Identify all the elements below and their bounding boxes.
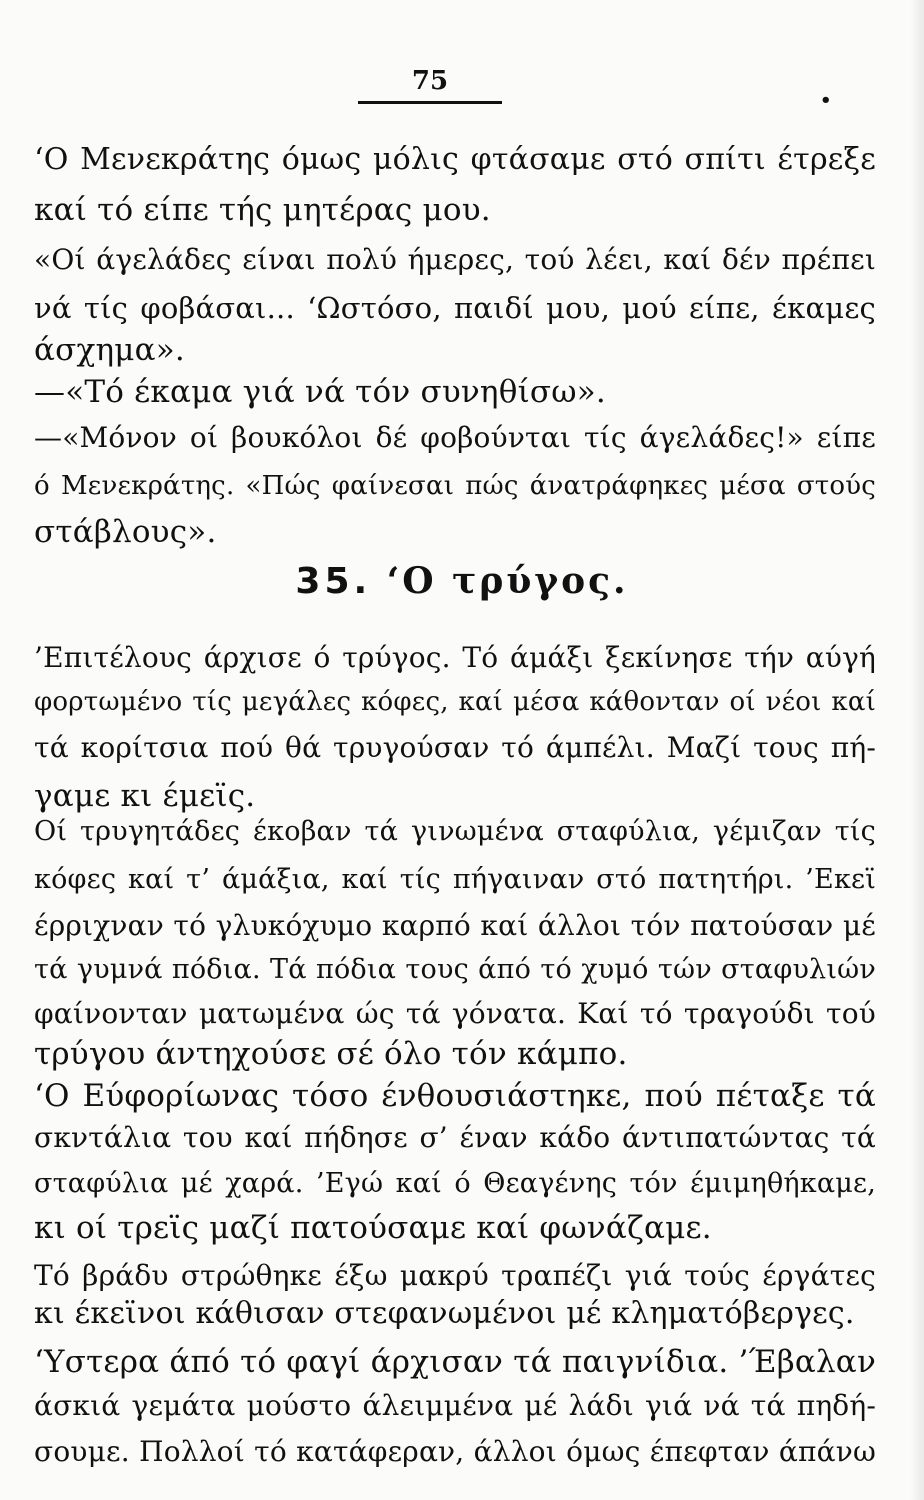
text-line: φαίνονταν ματωμένα ώς τά γόνατα. Καί τό τραγούδι τού [34,997,876,1030]
text-line: ’Επιτέλους άρχισε ό τρύγος. Τό άμάξι ξεκίνησε τήν αύγή [34,641,876,674]
chapter-heading [0,560,924,602]
text-line: κόφες καί τ’ άμάξια, καί τίς πήγαιναν στό πατητήρι. ’Εκεϊ [34,864,876,895]
text-line: Τό βράδυ στρώθηκε έξω μακρύ τραπέζι γιά τούς έργάτες [34,1259,876,1292]
text-line: άσκιά γεμάτα μούστο άλειμμένα μέ λάδι γιά νά τά πηδή- [34,1389,876,1422]
text-line: νά τίς φοβάσαι... ‘Ωστόσο, παιδί μου, μού είπε, έκαμες [34,291,876,325]
chapter-title: ‘Ο τρύγος. [386,560,629,602]
text-line: ‘Ο Μενεκράτης όμως μόλις φτάσαμε στό σπίτι έτρεξε [34,142,876,177]
text-line: έρριχναν τό γλυκόχυμο καρπό καί άλλοι τόν πατούσαν μέ [34,909,876,942]
text-line: ‘Υστερα άπό τό φαγί άρχισαν τά παιγνίδια. ’Έβαλαν [34,1344,876,1380]
text-line: —«Τό έκαμα γιά νά τόν συνηθίσω». [34,374,606,410]
text-line: Οί τρυγητάδες έκοβαν τά γινωμένα σταφύλια, γέμιζαν τίς [34,816,876,847]
text-line: άσχημα». [34,332,185,368]
text-line: κι οί τρεϊς μαζί πατούσαμε καί φωνάζαμε. [34,1210,712,1246]
text-line: σκντάλια του καί πήδησε σ’ έναν κάδο άντιπατώντας τά [34,1121,876,1154]
text-line: ό Μενεκράτης. «Πώς φαίνεσαι πώς άνατράφηκες μέσα στούς [34,471,876,501]
page-edge-shadow [910,0,924,1500]
page-number: 75 [411,66,449,96]
text-line: ‘Ο Εύφορίωνας τόσο ένθουσιάστηκε, πού πέταξε τά [34,1078,876,1114]
text-line: στάβλους». [34,514,217,550]
chapter-number: 35. [295,561,372,602]
text-line: γαμε κι έμεϊς. [34,778,256,814]
text-line: κι έκεϊνοι κάθισαν στεφανωμένοι μέ κληματόβεργες. [34,1296,855,1331]
text-line: «Οί άγελάδες είναι πολύ ήμερες, τού λέει, καί δέν πρέπει [34,243,876,276]
text-line: σταφύλια μέ χαρά. ’Εγώ καί ό Θεαγένης τόν έμιμηθήκαμε, [34,1168,876,1199]
header-rule [358,101,502,104]
header-mark: • [820,90,832,111]
text-line: σουμε. Πολλοί τό κατάφεραν, άλλοι όμως έπεφταν άπάνω [34,1435,876,1468]
text-line: —«Μόνον οί βουκόλοι δέ φοβούνται τίς άγελάδες!» είπε [34,421,876,454]
text-line: φορτωμένο τίς μεγάλες κόφες, καί μέσα κάθονταν οί νέοι καί [34,687,876,717]
text-line: καί τό είπε τής μητέρας μου. [34,192,491,228]
text-line: τά γυμνά πόδια. Τά πόδια τους άπό τό χυμό τών σταφυλιών [34,954,876,985]
text-line: τρύγου άντηχούσε σέ όλο τόν κάμπο. [34,1036,628,1072]
text-line: τά κορίτσια πού θά τρυγούσαν τό άμπέλι. Μαζί τους πή- [34,731,876,764]
